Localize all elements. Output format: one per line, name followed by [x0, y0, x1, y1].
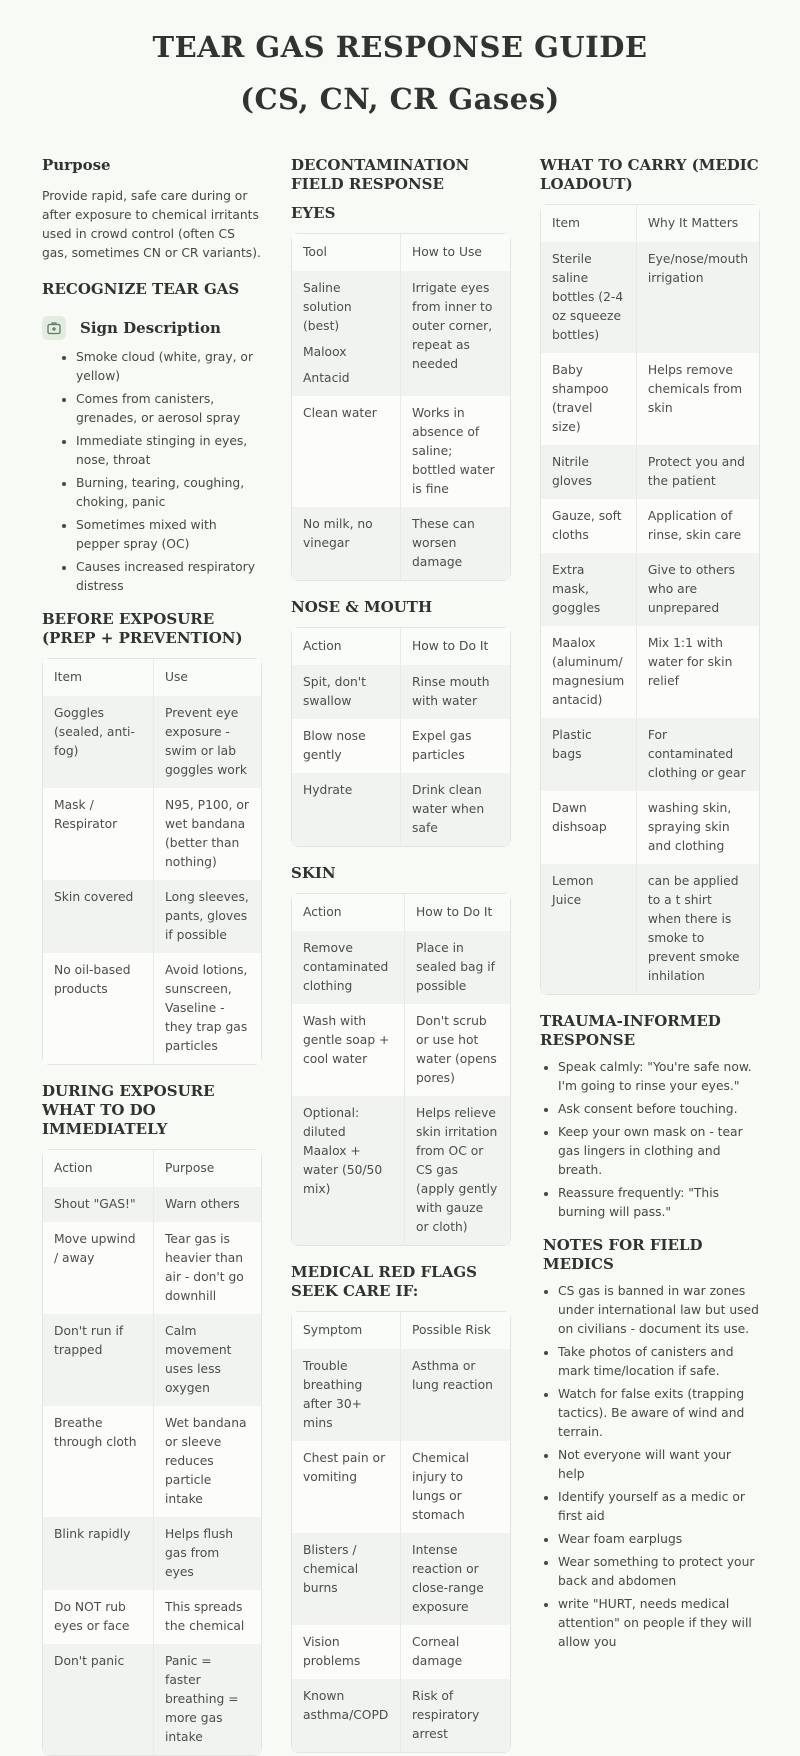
- list-item: • Identify yourself as a medic or first aid: [558, 1488, 760, 1526]
- carry-heading: WHAT TO CARRY (MEDIC LOADOUT): [540, 156, 759, 193]
- table-row: [541, 242, 759, 353]
- table-cell: Calm movement uses less oxygen: [153, 1314, 261, 1406]
- skin-heading: SKIN: [291, 864, 336, 882]
- table-cell: Hydrate: [292, 773, 400, 846]
- trauma-heading: TRAUMA-INFORMED RESPONSE: [540, 1012, 721, 1049]
- table-cell: Wash with gentle soap + cool water: [292, 1004, 404, 1096]
- table-row: [292, 1349, 510, 1441]
- table-cell: Helps flush gas from eyes: [153, 1517, 261, 1590]
- medical-kit-icon: [42, 316, 66, 340]
- table-cell: Gauze, soft cloths: [541, 499, 636, 553]
- nose-mouth-heading: NOSE & MOUTH: [291, 598, 433, 616]
- carry-table: [540, 204, 760, 995]
- table-cell: Rinse mouth with water: [400, 665, 510, 719]
- list-item: • Ask consent before touching.: [558, 1100, 760, 1119]
- table-cell: This spreads the chemical: [153, 1590, 261, 1644]
- sign-description-heading: Sign Description: [80, 318, 221, 337]
- table-cell: Goggles (sealed, anti-fog): [43, 696, 153, 788]
- table-cell: Prevent eye exposure - swim or lab goggles work: [153, 696, 261, 788]
- table-cell: Risk of respiratory arrest: [400, 1679, 510, 1752]
- page-subtitle: (CS, CN, CR Gases): [240, 82, 560, 116]
- notes-list: [540, 1282, 760, 1652]
- table-header: Use: [153, 659, 261, 696]
- purpose-text: Provide rapid, safe care during or after exposure to chemical irritants used in crowd control (often CS gas, sometimes CN or CR variants).: [42, 189, 261, 260]
- table-row: [541, 718, 759, 791]
- table-cell: Dawn dishsoap: [541, 791, 636, 864]
- table-row: [43, 788, 261, 880]
- table-cell: Don't run if trapped: [43, 1314, 153, 1406]
- table-cell: Lemon Juice: [541, 864, 636, 994]
- table-row: [541, 445, 759, 499]
- table-row: [292, 1004, 510, 1096]
- table-cell: Protect you and the patient: [636, 445, 759, 499]
- column-middle: [291, 156, 511, 1753]
- table-cell: Chest pain or vomiting: [292, 1441, 400, 1533]
- red-flags-table: [291, 1311, 511, 1753]
- table-cell: Tear gas is heavier than air - don't go downhill: [153, 1222, 261, 1314]
- list-item: • Not everyone will want your help: [558, 1446, 760, 1484]
- table-cell: Don't panic: [43, 1644, 153, 1755]
- table-row: [292, 773, 510, 846]
- before-exposure-table: [42, 658, 262, 1065]
- table-cell: Blink rapidly: [43, 1517, 153, 1590]
- table-cell: Extra mask, goggles: [541, 553, 636, 626]
- list-item: • Causes increased respiratory distress: [76, 558, 262, 596]
- list-item: • Wear something to protect your back and abdomen: [558, 1553, 760, 1591]
- list-item: • CS gas is banned in war zones under international law but used on civilians - document its use.: [558, 1282, 760, 1339]
- list-item: • Keep your own mask on - tear gas lingers in clothing and breath.: [558, 1123, 760, 1180]
- list-item: • Wear foam earplugs: [558, 1530, 760, 1549]
- table-row: [292, 1679, 510, 1752]
- table-cell: Remove contaminated clothing: [292, 931, 404, 1004]
- table-header: Tool: [292, 234, 400, 271]
- red-flags-heading: MEDICAL RED FLAGS SEEK CARE IF:: [291, 1263, 478, 1300]
- table-header: Item: [541, 205, 636, 242]
- table-cell: No milk, no vinegar: [292, 507, 400, 580]
- table-cell: Avoid lotions, sunscreen, Vaseline - they trap gas particles: [153, 953, 261, 1064]
- before-exposure-heading: BEFORE EXPOSURE (PREP + PREVENTION): [42, 610, 243, 647]
- table-cell: Clean water: [292, 396, 400, 507]
- table-cell: Application of rinse, skin care: [636, 499, 759, 553]
- table-cell: Long sleeves, pants, gloves if possible: [153, 880, 261, 953]
- table-header: How to Use: [400, 234, 510, 271]
- table-row: [541, 499, 759, 553]
- table-row: [43, 696, 261, 788]
- table-row: [541, 553, 759, 626]
- table-cell: Drink clean water when safe: [400, 773, 510, 846]
- table-cell: Shout "GAS!": [43, 1187, 153, 1222]
- table-row: [43, 1187, 261, 1222]
- table-cell: Blow nose gently: [292, 719, 400, 773]
- table-row: [292, 931, 510, 1004]
- table-row: [43, 880, 261, 953]
- eyes-heading: EYES: [291, 204, 336, 222]
- table-header: Purpose: [153, 1150, 261, 1187]
- table-row: [541, 353, 759, 445]
- table-cell: Chemical injury to lungs or stomach: [400, 1441, 510, 1533]
- table-cell: Intense reaction or close-range exposure: [400, 1533, 510, 1625]
- table-cell: No oil-based products: [43, 953, 153, 1064]
- list-item: • Burning, tearing, coughing, choking, panic: [76, 474, 262, 512]
- table-row: [292, 665, 510, 719]
- table-header: Why It Matters: [636, 205, 759, 242]
- table-cell: Do NOT rub eyes or face: [43, 1590, 153, 1644]
- table-header: Symptom: [292, 1312, 400, 1349]
- table-row: [292, 271, 510, 396]
- list-item: • write "HURT, needs medical attention" on people if they will allow you: [558, 1595, 760, 1652]
- table-cell: Irrigate eyes from inner to outer corner, repeat as needed: [400, 271, 510, 396]
- table-row: [541, 791, 759, 864]
- tool-line: Maloox: [303, 345, 347, 359]
- table-cell: Asthma or lung reaction: [400, 1349, 510, 1441]
- table-header: Item: [43, 659, 153, 696]
- list-item: • Sometimes mixed with pepper spray (OC): [76, 516, 262, 554]
- nose-mouth-table: [291, 627, 511, 847]
- list-item: • Immediate stinging in eyes, nose, throat: [76, 432, 262, 470]
- column-right: [540, 156, 760, 1656]
- list-item: • Reassure frequently: "This burning will pass.": [558, 1184, 760, 1222]
- during-exposure-heading: DURING EXPOSURE WHAT TO DO IMMEDIATELY: [42, 1082, 215, 1138]
- table-cell: Helps remove chemicals from skin: [636, 353, 759, 445]
- table-cell: Sterile saline bottles (2-4 oz squeeze bottles): [541, 242, 636, 353]
- table-header: Action: [292, 894, 404, 931]
- table-cell: Eye/nose/mouth irrigation: [636, 242, 759, 353]
- table-cell: can be applied to a t shirt when there is smoke to prevent smoke inhilation: [636, 864, 759, 994]
- sign-description-row: [42, 316, 262, 340]
- table-cell: Give to others who are unprepared: [636, 553, 759, 626]
- table-cell: Helps relieve skin irritation from OC or CS gas (apply gently with gauze or cloth): [404, 1096, 510, 1245]
- skin-table: [291, 893, 511, 1246]
- table-cell: Vision problems: [292, 1625, 400, 1679]
- table-cell: These can worsen damage: [400, 507, 510, 580]
- table-cell: Expel gas particles: [400, 719, 510, 773]
- column-left: [42, 156, 262, 1756]
- table-row: [292, 507, 510, 580]
- table-cell: Blisters / chemical burns: [292, 1533, 400, 1625]
- table-row: [292, 396, 510, 507]
- table-cell: Baby shampoo (travel size): [541, 353, 636, 445]
- table-cell: Maalox (aluminum/ magnesium antacid): [541, 626, 636, 718]
- list-item: • Comes from canisters, grenades, or aerosol spray: [76, 390, 262, 428]
- table-row: [292, 1096, 510, 1245]
- table-cell: Mask / Respirator: [43, 788, 153, 880]
- recognize-heading: RECOGNIZE TEAR GAS: [42, 280, 240, 298]
- purpose-heading: Purpose: [42, 156, 111, 174]
- table-row: [43, 1644, 261, 1755]
- table-row: [43, 953, 261, 1064]
- table-cell: Panic = faster breathing = more gas intake: [153, 1644, 261, 1755]
- table-cell: Trouble breathing after 30+ mins: [292, 1349, 400, 1441]
- table-cell: washing skin, spraying skin and clothing: [636, 791, 759, 864]
- table-cell: For contaminated clothing or gear: [636, 718, 759, 791]
- table-header: Action: [43, 1150, 153, 1187]
- list-item: • Smoke cloud (white, gray, or yellow): [76, 348, 262, 386]
- table-row: [43, 1517, 261, 1590]
- tool-line: Saline solution (best): [303, 281, 352, 333]
- table-row: [541, 864, 759, 994]
- notes-heading: NOTES FOR FIELD MEDICS: [543, 1236, 703, 1273]
- table-header: How to Do It: [404, 894, 510, 931]
- table-cell: Corneal damage: [400, 1625, 510, 1679]
- table-cell: Works in absence of saline; bottled water is fine: [400, 396, 510, 507]
- list-item: • Take photos of canisters and mark time/location if safe.: [558, 1343, 760, 1381]
- table-cell: [292, 271, 400, 396]
- table-header: How to Do It: [400, 628, 510, 665]
- table-cell: Optional: diluted Maalox + water (50/50 mix): [292, 1096, 404, 1245]
- table-header: Possible Risk: [400, 1312, 510, 1349]
- list-item: • Speak calmly: "You're safe now. I'm going to rinse your eyes.": [558, 1058, 760, 1096]
- list-item: • Watch for false exits (trapping tactics). Be aware of wind and terrain.: [558, 1385, 760, 1442]
- table-cell: Nitrile gloves: [541, 445, 636, 499]
- table-cell: Skin covered: [43, 880, 153, 953]
- table-cell: Plastic bags: [541, 718, 636, 791]
- table-cell: Warn others: [153, 1187, 261, 1222]
- table-row: [541, 626, 759, 718]
- table-row: [43, 1406, 261, 1517]
- table-cell: Wet bandana or sleeve reduces particle intake: [153, 1406, 261, 1517]
- table-row: [292, 1625, 510, 1679]
- table-cell: Known asthma/COPD: [292, 1679, 400, 1752]
- table-row: [43, 1590, 261, 1644]
- table-cell: Breathe through cloth: [43, 1406, 153, 1517]
- page-title: TEAR GAS RESPONSE GUIDE: [152, 30, 648, 64]
- eyes-table: [291, 233, 511, 581]
- table-cell: Spit, don't swallow: [292, 665, 400, 719]
- table-header: Action: [292, 628, 400, 665]
- table-row: [43, 1222, 261, 1314]
- table-row: [43, 1314, 261, 1406]
- trauma-list: [540, 1058, 760, 1222]
- table-cell: Don't scrub or use hot water (opens pores): [404, 1004, 510, 1096]
- table-cell: Mix 1:1 with water for skin relief: [636, 626, 759, 718]
- table-cell: N95, P100, or wet bandana (better than nothing): [153, 788, 261, 880]
- table-row: [292, 719, 510, 773]
- table-row: [292, 1533, 510, 1625]
- table-row: [292, 1441, 510, 1533]
- during-exposure-table: [42, 1149, 262, 1756]
- decontamination-heading: DECONTAMINATION FIELD RESPONSE: [291, 156, 470, 193]
- table-cell: Move upwind / away: [43, 1222, 153, 1314]
- table-cell: Place in sealed bag if possible: [404, 931, 510, 1004]
- tool-line: Antacid: [303, 371, 350, 385]
- recognize-list: [42, 348, 262, 596]
